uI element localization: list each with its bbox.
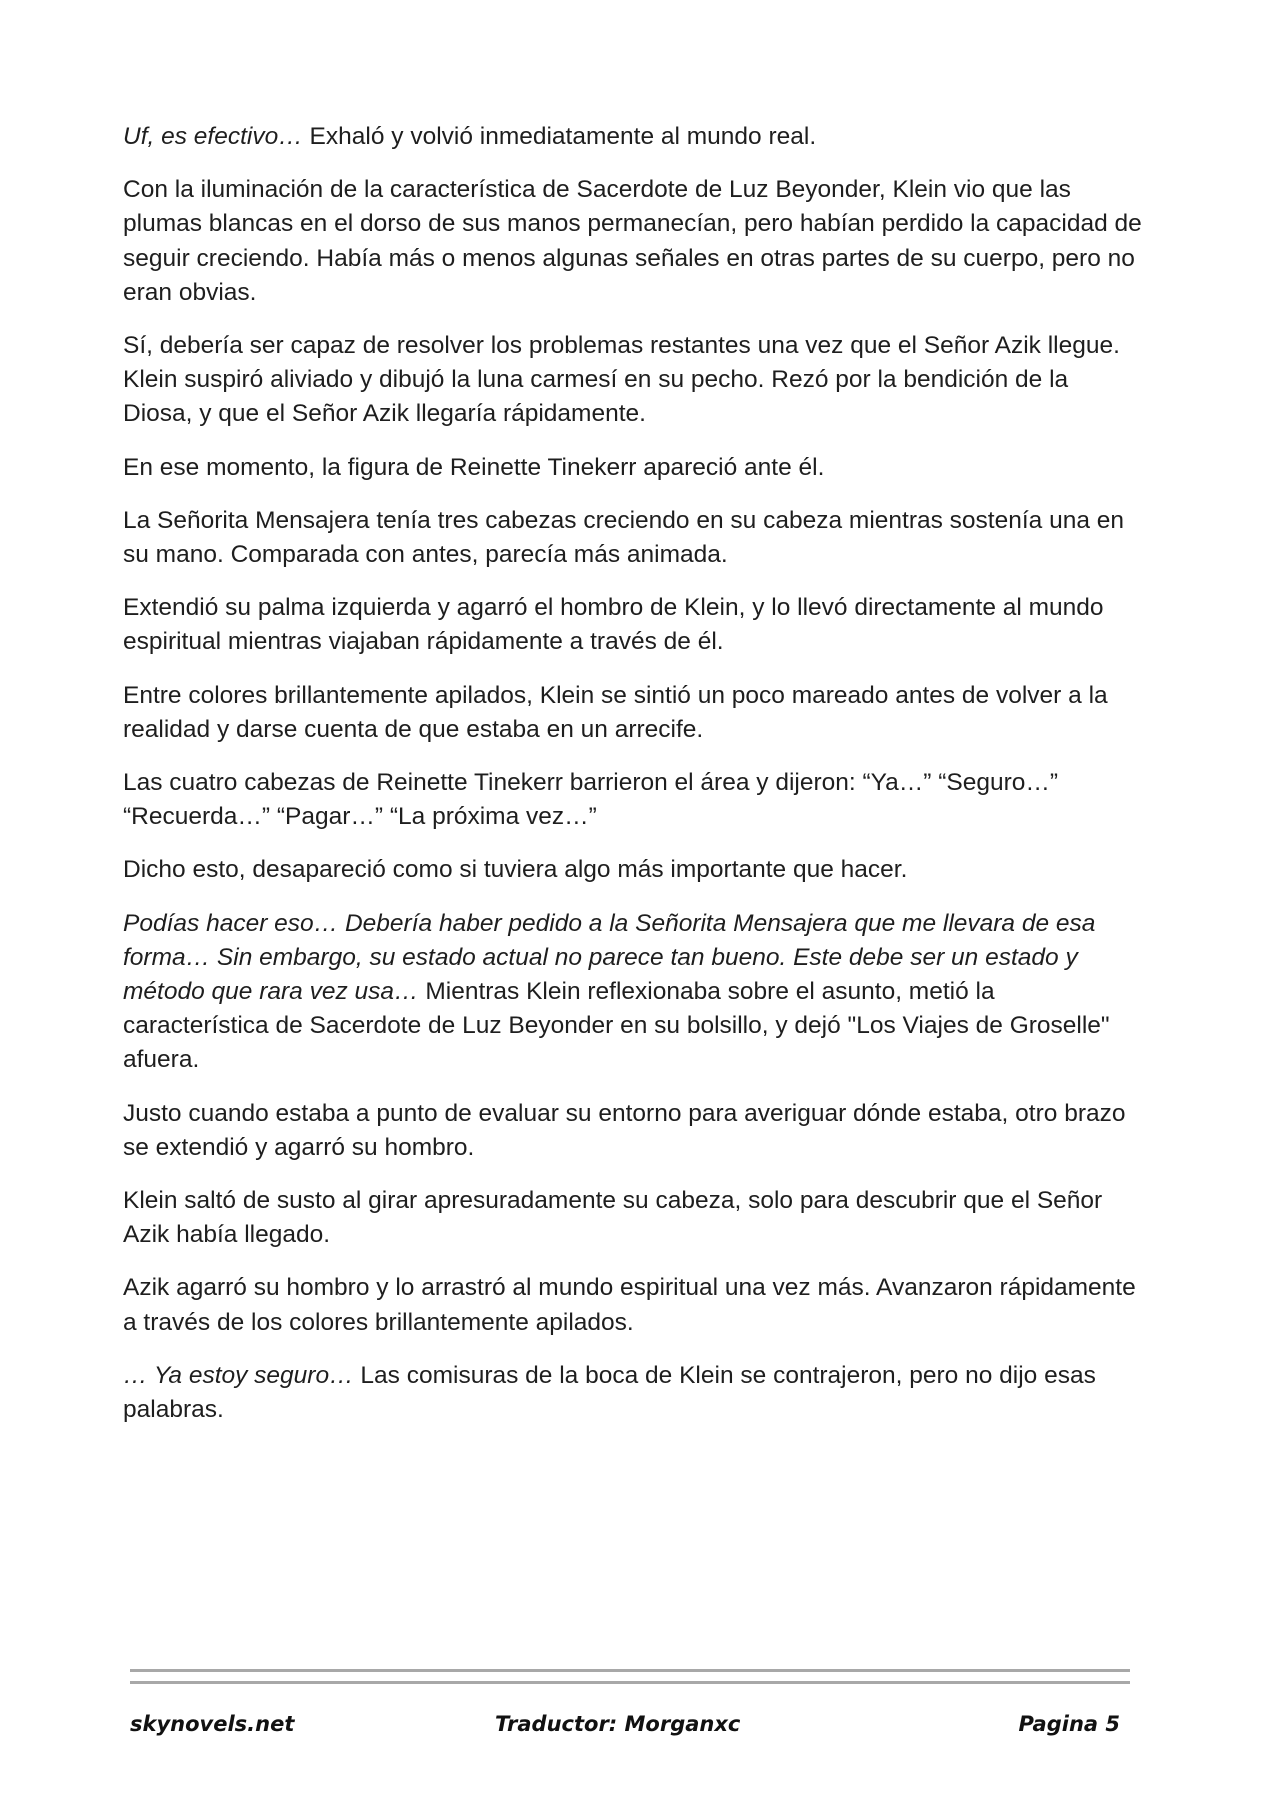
footer-divider-bottom	[130, 1681, 1130, 1684]
paragraph	[123, 1359, 1143, 1427]
body-text: Exhaló y volvió inmediatamente al mundo real.	[302, 123, 817, 150]
paragraph	[123, 907, 1143, 1078]
italic-text: Podías hacer eso… Debería haber pedido a la Señorita Mensajera que me llevara de esa forma… Sin embargo, su estado actual no parece tan bueno. Este debe ser un estado y método que rara vez usa…	[123, 909, 1096, 1006]
paragraph	[123, 679, 1143, 747]
paragraph	[123, 451, 1143, 485]
body-text: Dicho esto, desapareció como si tuviera algo más importante que hacer.	[123, 856, 908, 884]
body-text: Extendió su palma izquierda y agarró el hombro de Klein, y lo llevó directamente al mundo espiritual mientras viajaban rápidamente a través de él.	[123, 594, 1104, 656]
paragraph	[123, 1097, 1143, 1165]
body-text: Azik agarró su hombro y lo arrastró al mundo espiritual una vez más. Avanzaron rápidamente a través de los colores brillantemente apilados.	[123, 1274, 1136, 1336]
body-text: Las comisuras de la boca de Klein se contrajeron, pero no dijo esas palabras.	[123, 1361, 1096, 1424]
body-text: Entre colores brillantemente apilados, Klein se sintió un poco mareado antes de volver a la realidad y darse cuenta de que estaba en un arrecife.	[123, 681, 1108, 743]
footer-page-number: Pagina 5	[1018, 1712, 1120, 1736]
document-body	[123, 120, 1143, 1446]
paragraph	[123, 1271, 1143, 1339]
footer-translator: Traductor: Morganxc	[495, 1712, 741, 1736]
paragraph	[123, 766, 1143, 834]
footer-divider-top	[130, 1669, 1130, 1672]
body-text: Las cuatro cabezas de Reinette Tinekerr barrieron el área y dijeron: “Ya…” “Seguro…” “Recuerda…” “Pagar…” “La próxima vez…”	[123, 769, 1059, 831]
paragraph	[123, 853, 1143, 887]
paragraph	[123, 504, 1143, 572]
body-text: Sí, debería ser capaz de resolver los problemas restantes una vez que el Señor Azik llegue. Klein suspiró aliviado y dibujó la luna carmesí en su pecho. Rezó por la bendición de la Diosa, y que el Señor Azik llegaría rápidamente.	[123, 332, 1120, 428]
paragraph	[123, 120, 1143, 154]
body-text: En ese momento, la figura de Reinette Tinekerr apareció ante él.	[123, 453, 825, 481]
italic-text: Uf, es efectivo…	[123, 123, 303, 150]
body-text: Con la iluminación de la característica de Sacerdote de Luz Beyonder, Klein vio que las plumas blancas en el dorso de sus manos permanecían, pero habían perdido la capacidad de seguir creciendo. Había más o menos algunas señales en otras partes de su cuerpo, pero no eran obvias.	[123, 176, 1142, 306]
body-text: Justo cuando estaba a punto de evaluar su entorno para averiguar dónde estaba, otro brazo se extendió y agarró su hombro.	[123, 1099, 1126, 1161]
body-text: Mientras Klein reflexionaba sobre el asunto, metió la característica de Sacerdote de Luz Beyonder en su bolsillo, y dejó "Los Viajes de Groselle" afuera.	[123, 978, 1110, 1074]
page-footer	[130, 1712, 1130, 1752]
footer-site-name: skynovels.net	[130, 1712, 295, 1736]
paragraph	[123, 1184, 1143, 1252]
paragraph	[123, 173, 1143, 310]
italic-text: … Ya estoy seguro…	[123, 1361, 354, 1389]
paragraph	[123, 591, 1143, 659]
paragraph	[123, 329, 1143, 432]
body-text: Klein saltó de susto al girar apresuradamente su cabeza, solo para descubrir que el Señor Azik había llegado.	[123, 1187, 1103, 1249]
body-text: La Señorita Mensajera tenía tres cabezas creciendo en su cabeza mientras sostenía una en su mano. Comparada con antes, parecía más animada.	[123, 506, 1125, 569]
